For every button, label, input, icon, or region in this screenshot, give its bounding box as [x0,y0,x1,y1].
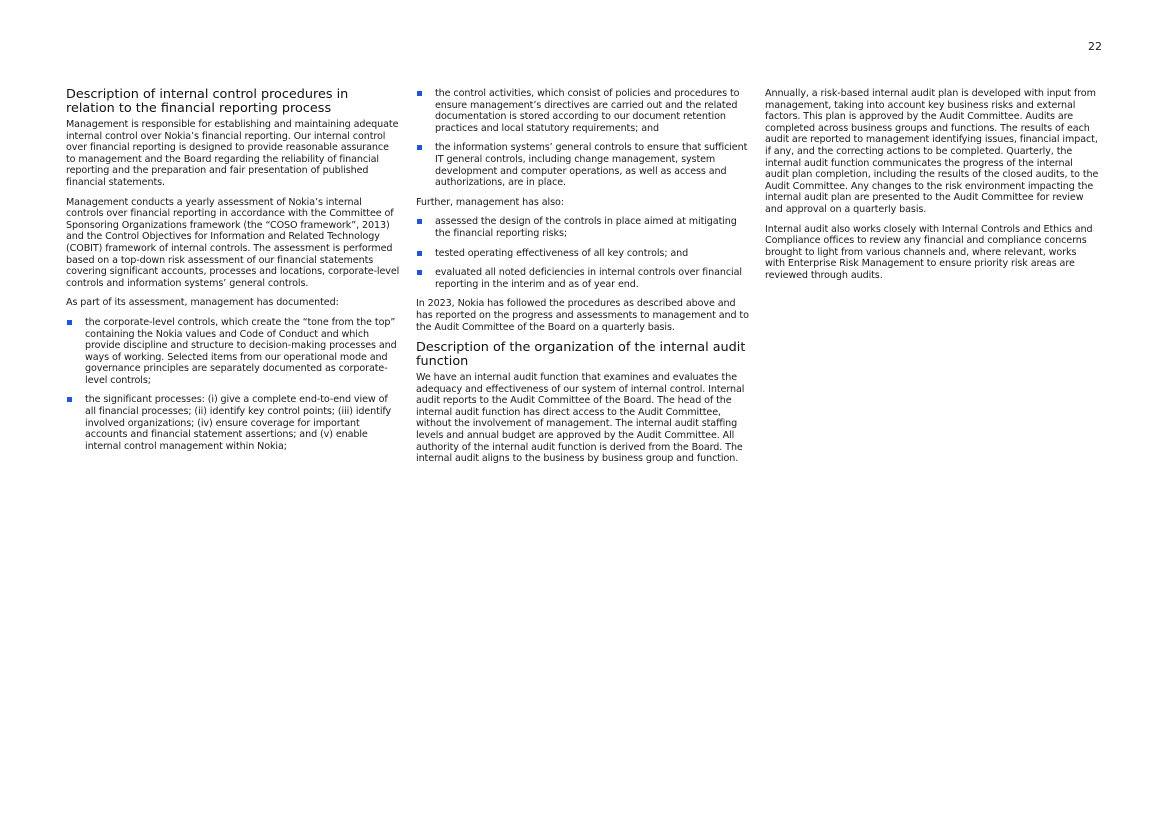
paragraph-audit-collaboration: Internal audit also works closely with Internal Controls and Ethics and Compliance offices to review any financial and compliance concerns brought to light from various channels and, where relevant, works with Enterprise Risk Management to ensure priority risk areas are reviewed through audits. [765,223,1093,281]
list-item: the corporate-level controls, which create the “tone from the top” containing the Nokia values and Code of Conduct and which provide discipline and structure to decision-making processes and ways of working. Selected items from our operational mode and governance principles are separately documented as corporate-level controls; [66,317,400,387]
list-item: the control activities, which consist of policies and procedures to ensure management’s directives are carried out and the related documentation is stored according to our document retention practices and local statutory requirements; and [416,88,750,134]
bullet-list-controls [416,88,750,189]
list-item: evaluated all noted deficiencies in internal controls over financial reporting in the interim and as of year end. [416,267,750,290]
list-item: tested operating effectiveness of all key controls; and [416,248,750,260]
section-heading-internal-audit: Description of the organization of the internal audit function [416,340,746,370]
paragraph-further: Further, management has also: [416,196,564,208]
page-number: 22 [1088,40,1102,53]
column-left [66,88,400,460]
square-bullet-icon [417,251,422,256]
square-bullet-icon [417,270,422,275]
paragraph-audit-plan: Annually, a risk-based internal audit plan is developed with input from management, taking into account key business risks and external factors. This plan is approved by the Audit Committee. Audits are completed across business groups and functions. The results of each audit are reported to management identifying issues, financial impact, if any, and the correcting actions to be completed. Quarterly, the internal audit function communicates the progress of the internal audit plan completion, including the results of the closed audits, to the Audit Committee. Any changes to the risk environment impacting the internal audit plan are presented to the Audit Committee for review and approval on a quarterly basis. [765,88,1099,215]
column-right [765,88,1099,290]
paragraph-yearly-assessment: Management conducts a yearly assessment of Nokia’s internal controls over financial reporting in accordance with the Committee of Sponsoring Organizations framework (the “COSO framework”, 2013) and the Control Objectives for Information and Related Technology (COBIT) framework of internal controls. The assessment is performed based on a top-down risk assessment of our financial statements covering significant accounts, processes and locations, corporate-level controls and information systems’ general controls. [66,196,400,289]
square-bullet-icon [67,397,72,402]
section-heading-internal-control: Description of internal control procedures in relation to the financial reporting process [66,87,349,116]
list-item: assessed the design of the controls in place aimed at mitigating the financial reporting risks; [416,216,750,239]
square-bullet-icon [417,91,422,96]
paragraph-internal-audit-function: We have an internal audit function that examines and evaluates the adequacy and effectiveness of our system of internal control. Internal audit reports to the Audit Committee of the Board. The head of the internal audit function has direct access to the Audit Committee, without the involvement of management. The internal audit staffing levels and annual budget are approved by the Audit Committee. All authority of the internal audit function is derived from the Board. The internal audit aligns to the business by business group and function. [416,372,745,465]
bullet-list-further [416,216,750,290]
square-bullet-icon [67,320,72,325]
square-bullet-icon [417,219,422,224]
square-bullet-icon [417,145,422,150]
paragraph-2023: In 2023, Nokia has followed the procedures as described above and has reported on the progress and assessments to management and to the Audit Committee of the Board on a quarterly basis. [416,298,749,333]
column-middle [416,88,750,473]
paragraph-documented-intro: As part of its assessment, management has documented: [66,297,339,309]
list-item: the significant processes: (i) give a complete end-to-end view of all financial processes; (ii) identify key control points; (iii) identify involved organizations; (iv) ensure coverage for important accounts and financial statement assertions; and (v) enable internal control management within Nokia; [66,394,400,452]
bullet-list-documented [66,317,400,453]
list-item: the information systems’ general controls to ensure that sufficient IT general controls, including change management, system development and computer operations, as well as access and authorizations, are in place. [416,142,750,188]
paragraph-management-responsibility: Management is responsible for establishing and maintaining adequate internal control over Nokia’s financial reporting. Our internal control over financial reporting is designed to provide reasonable assurance to management and the Board regarding the reliability of financial reporting and the preparation and fair presentation of published financial statements. [66,119,399,188]
